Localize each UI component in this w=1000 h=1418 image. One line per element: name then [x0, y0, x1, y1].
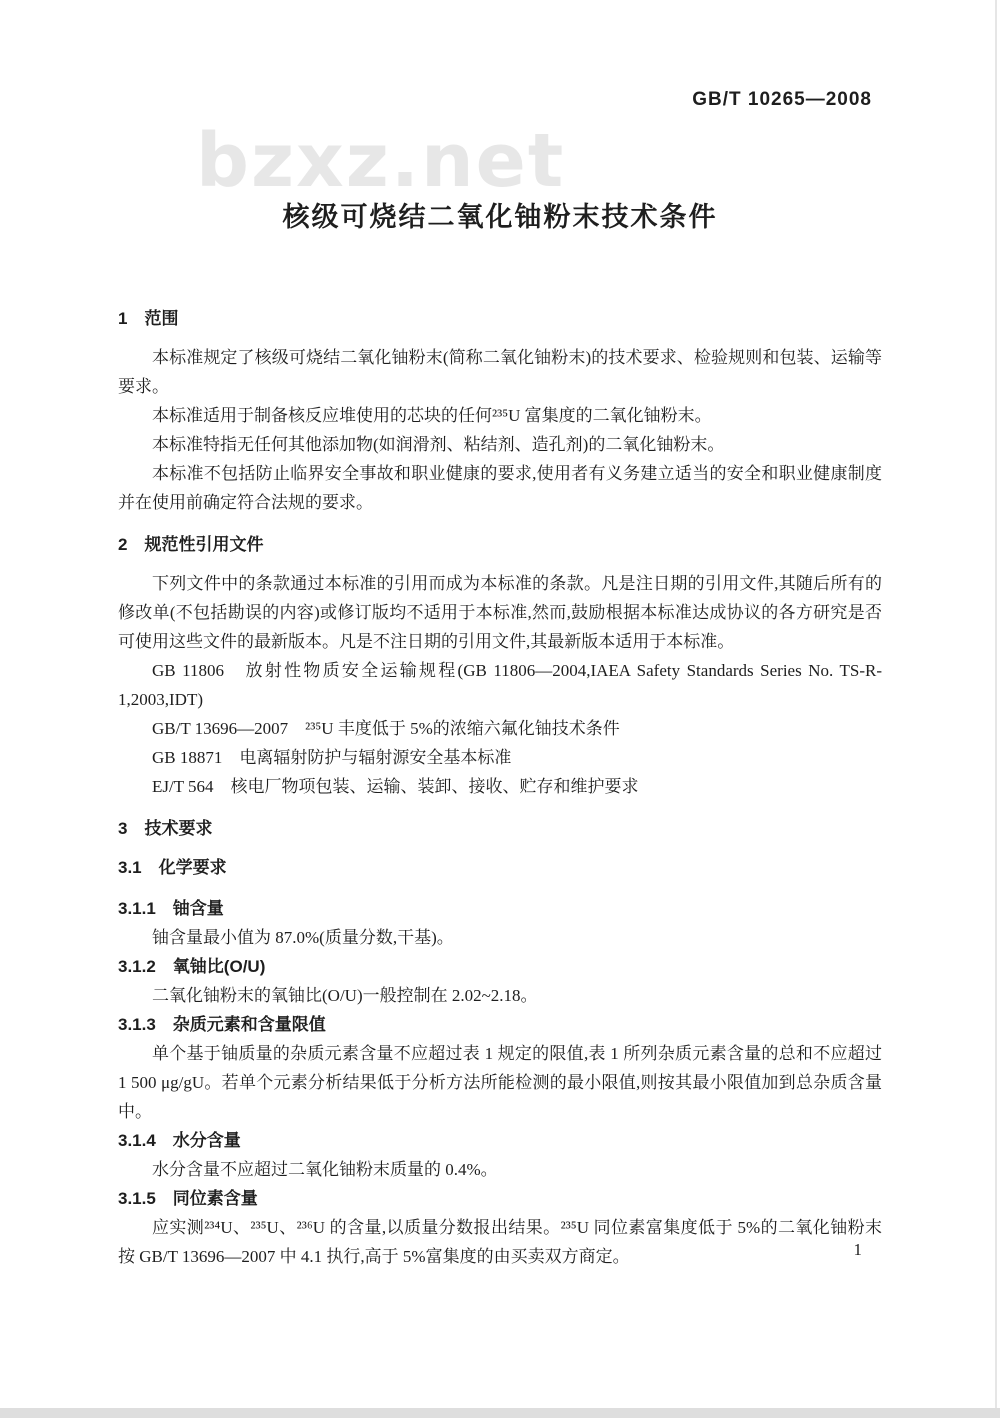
section-o-u-ratio-heading: 3.1.2 氧铀比(O/U): [118, 957, 266, 976]
document-title: 核级可烧结二氧化铀粉末技术条件: [282, 202, 718, 232]
watermark-text: bzxz.net: [196, 118, 566, 204]
uranium-content-text: 铀含量最小值为 87.0%(质量分数,干基)。: [152, 928, 454, 947]
section-impurities-heading: 3.1.3 杂质元素和含量限值: [118, 1015, 326, 1034]
scope-paragraph-1: 本标准规定了核级可烧结二氧化铀粉末(简称二氧化铀粉末)的技术要求、检验规则和包装、运输等要求。: [118, 348, 882, 396]
isotopes-text: 应实测²³⁴U、²³⁵U、²³⁶U 的含量,以质量分数报出结果。²³⁵U 同位素富集度低于 5%的二氧化铀粉末按 GB/T 13696—2007 中 4.1 执行,高于 5%富集度的由买卖双方商定。: [118, 1218, 882, 1266]
section-requirements-heading: 3 技术要求: [118, 819, 213, 838]
section-uranium-content-heading: 3.1.1 铀含量: [118, 899, 224, 918]
references-intro: 下列文件中的条款通过本标准的引用而成为本标准的条款。凡是注日期的引用文件,其随后所有的修改单(不包括勘误的内容)或修订版均不适用于本标准,然而,鼓励根据本标准达成协议的各方研究是否可使用这些文件的最新版本。凡是不注日期的引用文件,其最新版本适用于本标准。: [118, 574, 882, 651]
section-isotopes-heading: 3.1.5 同位素含量: [118, 1189, 258, 1208]
impurities-text: 单个基于铀质量的杂质元素含量不应超过表 1 规定的限值,表 1 所列杂质元素含量的总和不应超过 1 500 μg/gU。若单个元素分析结果低于分析方法所能检测的最小限值,则按其最小限值加到总杂质含量中。: [118, 1044, 882, 1121]
reference-item: GB 11806 放射性物质安全运输规程(GB 11806—2004,IAEA Safety Standards Series No. TS-R-1,2003,IDT): [118, 661, 882, 709]
scope-paragraph-3: 本标准特指无任何其他添加物(如润滑剂、粘结剂、造孔剂)的二氧化铀粉末。: [152, 435, 725, 454]
page-number: 1: [853, 1240, 862, 1259]
scope-paragraph-2: 本标准适用于制备核反应堆使用的芯块的任何²³⁵U 富集度的二氧化铀粉末。: [152, 406, 712, 425]
section-moisture-heading: 3.1.4 水分含量: [118, 1131, 241, 1150]
page-right-edge: [995, 0, 997, 1418]
page-content: [118, 0, 882, 1271]
page-bottom-edge: [0, 1408, 1000, 1418]
section-scope-heading: 1 范围: [118, 309, 179, 328]
moisture-text: 水分含量不应超过二氧化铀粉末质量的 0.4%。: [152, 1160, 498, 1179]
section-chemical-heading: 3.1 化学要求: [118, 858, 227, 877]
standard-code: GB/T 10265—2008: [692, 89, 872, 110]
scope-paragraph-4: 本标准不包括防止临界安全事故和职业健康的要求,使用者有义务建立适当的安全和职业健康制度并在使用前确定符合法规的要求。: [118, 464, 882, 512]
reference-item: GB/T 13696—2007 ²³⁵U 丰度低于 5%的浓缩六氟化铀技术条件: [152, 719, 620, 738]
reference-item: GB 18871 电离辐射防护与辐射源安全基本标准: [152, 748, 512, 767]
section-references-heading: 2 规范性引用文件: [118, 535, 264, 554]
reference-item: EJ/T 564 核电厂物项包装、运输、装卸、接收、贮存和维护要求: [152, 777, 639, 796]
o-u-ratio-text: 二氧化铀粉末的氧铀比(O/U)一般控制在 2.02~2.18。: [152, 986, 538, 1005]
